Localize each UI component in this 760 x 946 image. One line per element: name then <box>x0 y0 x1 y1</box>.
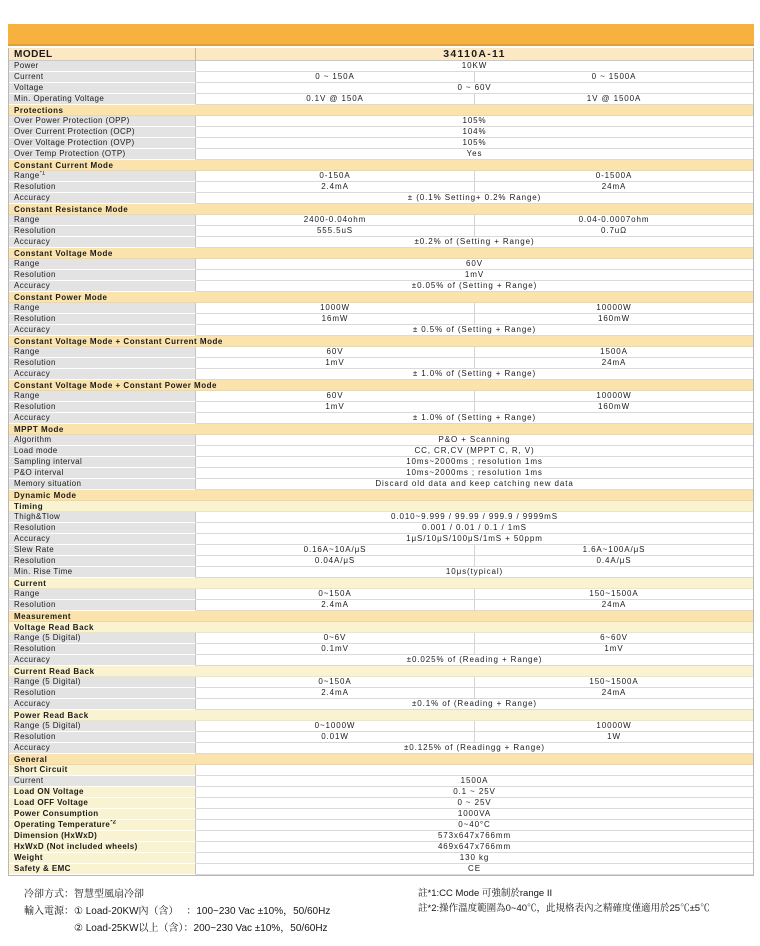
footnote-left <box>24 886 330 937</box>
section-title: Voltage Read Back <box>14 623 94 632</box>
table-row <box>9 534 753 545</box>
table-row <box>9 270 753 281</box>
row-label: Accuracy <box>9 281 196 292</box>
row-value: 0~40°C <box>196 820 753 831</box>
table-row <box>9 820 753 831</box>
table-row <box>9 193 753 204</box>
row-label: Load OFF Voltage <box>9 798 196 809</box>
section-header-row <box>9 424 753 435</box>
row-label: Resolution <box>9 644 196 655</box>
row-label: Resolution <box>9 600 196 611</box>
table-row <box>9 127 753 138</box>
row-value: ± 0.5% of (Setting + Range) <box>196 325 753 336</box>
row-label: P&O interval <box>9 468 196 479</box>
row-value: 1μS/10μS/100μS/1mS + 50ppm <box>196 534 753 545</box>
row-label: Current <box>9 72 196 83</box>
row-value: ±0.05% of (Setting + Range) <box>196 281 753 292</box>
row-label: Over Current Protection (OCP) <box>9 127 196 138</box>
section-title: Current <box>14 579 47 588</box>
row-value-left: 0.01W <box>196 732 474 743</box>
row-value-left: 2.4mA <box>196 600 474 611</box>
row-label: Over Power Protection (OPP) <box>9 116 196 127</box>
table-row <box>9 798 753 809</box>
table-row <box>9 413 753 424</box>
row-value-right: 0.7uΩ <box>474 226 753 237</box>
table-row <box>9 314 753 325</box>
section-title: Constant Voltage Mode <box>14 249 113 258</box>
cooling-note: 冷卻方式：智慧型風扇冷卻 <box>24 889 144 900</box>
row-label: Thigh&Tlow <box>9 512 196 523</box>
row-label: Weight <box>9 853 196 864</box>
table-row <box>9 787 753 798</box>
table-row <box>9 479 753 490</box>
section-header-row <box>9 105 753 116</box>
row-value-left: 0~1000W <box>196 721 474 732</box>
row-value: 10ms~2000ms ; resolution 1ms <box>196 457 753 468</box>
table-row <box>9 358 753 369</box>
row-label: Memory situation <box>9 479 196 490</box>
header-banner <box>8 24 754 46</box>
row-label: Range <box>9 303 196 314</box>
table-row <box>9 457 753 468</box>
row-label: Resolution <box>9 556 196 567</box>
row-value: 0 ~ 25V <box>196 798 753 809</box>
table-row <box>9 237 753 248</box>
row-label: Resolution <box>9 182 196 193</box>
row-label: Accuracy <box>9 237 196 248</box>
table-row <box>9 842 753 853</box>
row-value: P&O + Scanning <box>196 435 753 446</box>
row-label: Accuracy <box>9 193 196 204</box>
table-row <box>9 743 753 754</box>
row-label: Resolution <box>9 402 196 413</box>
row-value-left: 0.1mV <box>196 644 474 655</box>
row-value-right: 150~1500A <box>474 677 753 688</box>
row-value: 1000VA <box>196 809 753 820</box>
table-row <box>9 512 753 523</box>
row-label: Resolution <box>9 523 196 534</box>
row-value: ±0.2% of (Setting + Range) <box>196 237 753 248</box>
table-row <box>9 699 753 710</box>
row-label: Dimension (HxWxD) <box>9 831 196 842</box>
table-row <box>9 523 753 534</box>
row-label: Sampling interval <box>9 457 196 468</box>
row-value-left: 0~6V <box>196 633 474 644</box>
row-value-right: 24mA <box>474 600 753 611</box>
table-row <box>9 589 753 600</box>
section-title: Measurement <box>14 612 72 621</box>
row-label: Accuracy <box>9 655 196 666</box>
row-value-right: 1mV <box>474 644 753 655</box>
section-header-row <box>9 336 753 347</box>
row-label: Accuracy <box>9 534 196 545</box>
row-value: 0.010~9.999 / 99.99 / 999.9 / 9999mS <box>196 512 753 523</box>
table-row <box>9 677 753 688</box>
model-number: 34110A-11 <box>443 48 506 60</box>
section-title: General <box>14 755 48 764</box>
remark-note-1: 註*1:CC Mode 可強制於range II <box>418 888 553 899</box>
row-value: 10ms~2000ms ; resolution 1ms <box>196 468 753 479</box>
row-label: Min. Operating Voltage <box>9 94 196 105</box>
table-row <box>9 94 753 105</box>
row-label: Safety & EMC <box>9 864 196 875</box>
row-label: HxWxD (Not included wheels) <box>9 842 196 853</box>
section-title: Constant Resistance Mode <box>14 205 129 214</box>
row-value-right: 160mW <box>474 314 753 325</box>
row-value: 1mV <box>196 270 753 281</box>
row-value-left: 0.04A/μS <box>196 556 474 567</box>
row-label: Range$^{*1}$ <box>9 171 196 182</box>
row-value-left: 0~150A <box>196 677 474 688</box>
row-value: CE <box>196 864 753 875</box>
table-row <box>9 864 753 875</box>
row-value: 60V <box>196 259 753 270</box>
spec-table <box>8 48 754 876</box>
row-value-left: 0.16A~10A/μS <box>196 545 474 556</box>
table-row <box>9 83 753 94</box>
table-row <box>9 61 753 72</box>
row-label: Range <box>9 347 196 358</box>
row-label: Slew Rate <box>9 545 196 556</box>
table-row <box>9 347 753 358</box>
row-value-right: 0.04-0.0007ohm <box>474 215 753 226</box>
table-row <box>9 809 753 820</box>
row-value: ± 1.0% of (Setting + Range) <box>196 369 753 380</box>
section-header-row <box>9 490 753 501</box>
row-label: Range <box>9 215 196 226</box>
table-row <box>9 600 753 611</box>
section-header-row <box>9 578 753 589</box>
row-label: Short Circuit <box>9 765 196 776</box>
row-label: Accuracy <box>9 413 196 424</box>
table-row <box>9 435 753 446</box>
table-row <box>9 776 753 787</box>
table-row <box>9 732 753 743</box>
row-label: Range <box>9 589 196 600</box>
table-row <box>9 688 753 699</box>
row-label: Over Temp Protection (OTP) <box>9 149 196 160</box>
section-header-row <box>9 666 753 677</box>
table-row <box>9 468 753 479</box>
row-value-left: 0~150A <box>196 589 474 600</box>
row-value-left: 2.4mA <box>196 182 474 193</box>
table-row <box>9 853 753 864</box>
power-note-label: 輸入電源： <box>24 906 74 917</box>
row-label: Resolution <box>9 732 196 743</box>
row-value-right: 1V @ 1500A <box>474 94 753 105</box>
row-value: ± (0.1% Setting+ 0.2% Range) <box>196 193 753 204</box>
table-row <box>9 391 753 402</box>
row-value-left: 0 ~ 150A <box>196 72 474 83</box>
row-value-right: 1.6A~100A/μS <box>474 545 753 556</box>
section-title: Dynamic Mode <box>14 491 77 500</box>
row-value-right: 0 ~ 1500A <box>474 72 753 83</box>
row-value-right: 1500A <box>474 347 753 358</box>
row-label: Resolution <box>9 226 196 237</box>
row-label: Range (5 Digital) <box>9 633 196 644</box>
row-value: 573x647x766mm <box>196 831 753 842</box>
power-note <box>24 903 330 937</box>
row-label: Operating Temperature$^{*2}$ <box>9 820 196 831</box>
row-label: Resolution <box>9 270 196 281</box>
row-value: 1500A <box>196 776 753 787</box>
row-label: MODEL <box>9 48 196 60</box>
table-row <box>9 644 753 655</box>
row-label: Resolution <box>9 314 196 325</box>
table-row <box>9 325 753 336</box>
section-title: Protections <box>14 106 64 115</box>
table-row <box>9 48 753 61</box>
table-row <box>9 556 753 567</box>
row-value-left: 2.4mA <box>196 688 474 699</box>
row-value: ± 1.0% of (Setting + Range) <box>196 413 753 424</box>
row-value-left: 2400-0.04ohm <box>196 215 474 226</box>
section-header-row <box>9 622 753 633</box>
row-label: Accuracy <box>9 369 196 380</box>
row-value-right: 0.4A/μS <box>474 556 753 567</box>
row-value: 105% <box>196 116 753 127</box>
row-label: Accuracy <box>9 699 196 710</box>
table-row <box>9 446 753 457</box>
section-title: Timing <box>14 502 44 511</box>
row-label: Min. Rise Time <box>9 567 196 578</box>
table-row <box>9 303 753 314</box>
remark-note-2: 註*2:操作溫度範圍為0~40℃，此規格表內之精確度僅適用於25℃±5℃ <box>418 903 710 914</box>
row-value-right: 160mW <box>474 402 753 413</box>
row-value-left: 1mV <box>196 402 474 413</box>
section-header-row <box>9 380 753 391</box>
row-value-left: 60V <box>196 347 474 358</box>
row-value-left: 1000W <box>196 303 474 314</box>
table-row <box>9 226 753 237</box>
section-title: Constant Voltage Mode + Constant Power Mode <box>14 381 217 390</box>
row-value: 469x647x766mm <box>196 842 753 853</box>
row-value-left: 555.5uS <box>196 226 474 237</box>
table-row <box>9 402 753 413</box>
row-label: Accuracy <box>9 743 196 754</box>
row-value-right: 0-1500A <box>474 171 753 182</box>
row-value: 0 ~ 60V <box>196 83 753 94</box>
row-value-left: 60V <box>196 391 474 402</box>
table-row <box>9 182 753 193</box>
table-row <box>9 116 753 127</box>
row-label: Resolution <box>9 358 196 369</box>
section-title: Constant Current Mode <box>14 161 114 170</box>
row-value-right: 150~1500A <box>474 589 753 600</box>
table-row <box>9 149 753 160</box>
section-header-row <box>9 754 753 765</box>
row-value-right: 6~60V <box>474 633 753 644</box>
table-row <box>9 765 753 776</box>
row-value: ±0.1% of (Reading + Range) <box>196 699 753 710</box>
section-header-row <box>9 160 753 171</box>
section-title: MPPT Mode <box>14 425 64 434</box>
row-label: Load mode <box>9 446 196 457</box>
row-value-right: 24mA <box>474 358 753 369</box>
row-value-left: 0.1V @ 150A <box>196 94 474 105</box>
row-label: Range (5 Digital) <box>9 721 196 732</box>
row-value-right: 1W <box>474 732 753 743</box>
row-value-left: 16mW <box>196 314 474 325</box>
section-header-row <box>9 204 753 215</box>
row-value-right: 10000W <box>474 391 753 402</box>
footnote-right <box>418 886 710 916</box>
row-value: Yes <box>196 149 753 160</box>
row-value: 10μs(typical) <box>196 567 753 578</box>
row-label: Range <box>9 259 196 270</box>
table-row <box>9 831 753 842</box>
row-value-right: 10000W <box>474 303 753 314</box>
section-title: Current Read Back <box>14 667 95 676</box>
row-value: 130 kg <box>196 853 753 864</box>
row-value-left: 0-150A <box>196 171 474 182</box>
table-row <box>9 72 753 83</box>
row-value-right: 24mA <box>474 688 753 699</box>
section-header-row <box>9 292 753 303</box>
section-title: Power Read Back <box>14 711 89 720</box>
table-row <box>9 721 753 732</box>
row-label: Over Voltage Protection (OVP) <box>9 138 196 149</box>
row-value: 10KW <box>196 61 753 72</box>
row-label: Accuracy <box>9 325 196 336</box>
row-label: Current <box>9 776 196 787</box>
section-header-row <box>9 611 753 622</box>
row-value: 0.001 / 0.01 / 0.1 / 1mS <box>196 523 753 534</box>
row-value-left: 1mV <box>196 358 474 369</box>
row-value: 104% <box>196 127 753 138</box>
table-row <box>9 138 753 149</box>
table-row <box>9 545 753 556</box>
table-row <box>9 171 753 182</box>
row-label: Power Consumption <box>9 809 196 820</box>
row-label: Algorithm <box>9 435 196 446</box>
section-header-row <box>9 710 753 721</box>
row-label: Voltage <box>9 83 196 94</box>
power-note-line1: ① Load-20KW內（含） ：100~230 Vac ±10%，50/60Hz <box>74 906 331 917</box>
row-value-right: 24mA <box>474 182 753 193</box>
table-row <box>9 369 753 380</box>
row-label: Range <box>9 391 196 402</box>
row-value: ±0.025% of (Reading + Range) <box>196 655 753 666</box>
section-header-row <box>9 248 753 259</box>
row-label: Range (5 Digital) <box>9 677 196 688</box>
row-value: ±0.125% of (Readingg + Range) <box>196 743 753 754</box>
table-row <box>9 633 753 644</box>
table-row <box>9 215 753 226</box>
row-value: 105% <box>196 138 753 149</box>
table-row <box>9 259 753 270</box>
section-title: Constant Power Mode <box>14 293 108 302</box>
section-title: Constant Voltage Mode + Constant Current Mode <box>14 337 223 346</box>
row-value: CC, CR,CV (MPPT C, R, V) <box>196 446 753 457</box>
power-note-line2: ② Load-25KW以上（含）：200~230 Vac ±10%，50/60Hz <box>74 923 328 934</box>
table-row <box>9 655 753 666</box>
row-value-right: 10000W <box>474 721 753 732</box>
row-label: Load ON Voltage <box>9 787 196 798</box>
section-header-row <box>9 501 753 512</box>
row-label: Power <box>9 61 196 72</box>
table-row <box>9 281 753 292</box>
row-value: Discard old data and keep catching new data <box>196 479 753 490</box>
row-label: Resolution <box>9 688 196 699</box>
table-row <box>9 567 753 578</box>
row-value <box>196 765 753 776</box>
row-value: 0.1 ~ 25V <box>196 787 753 798</box>
